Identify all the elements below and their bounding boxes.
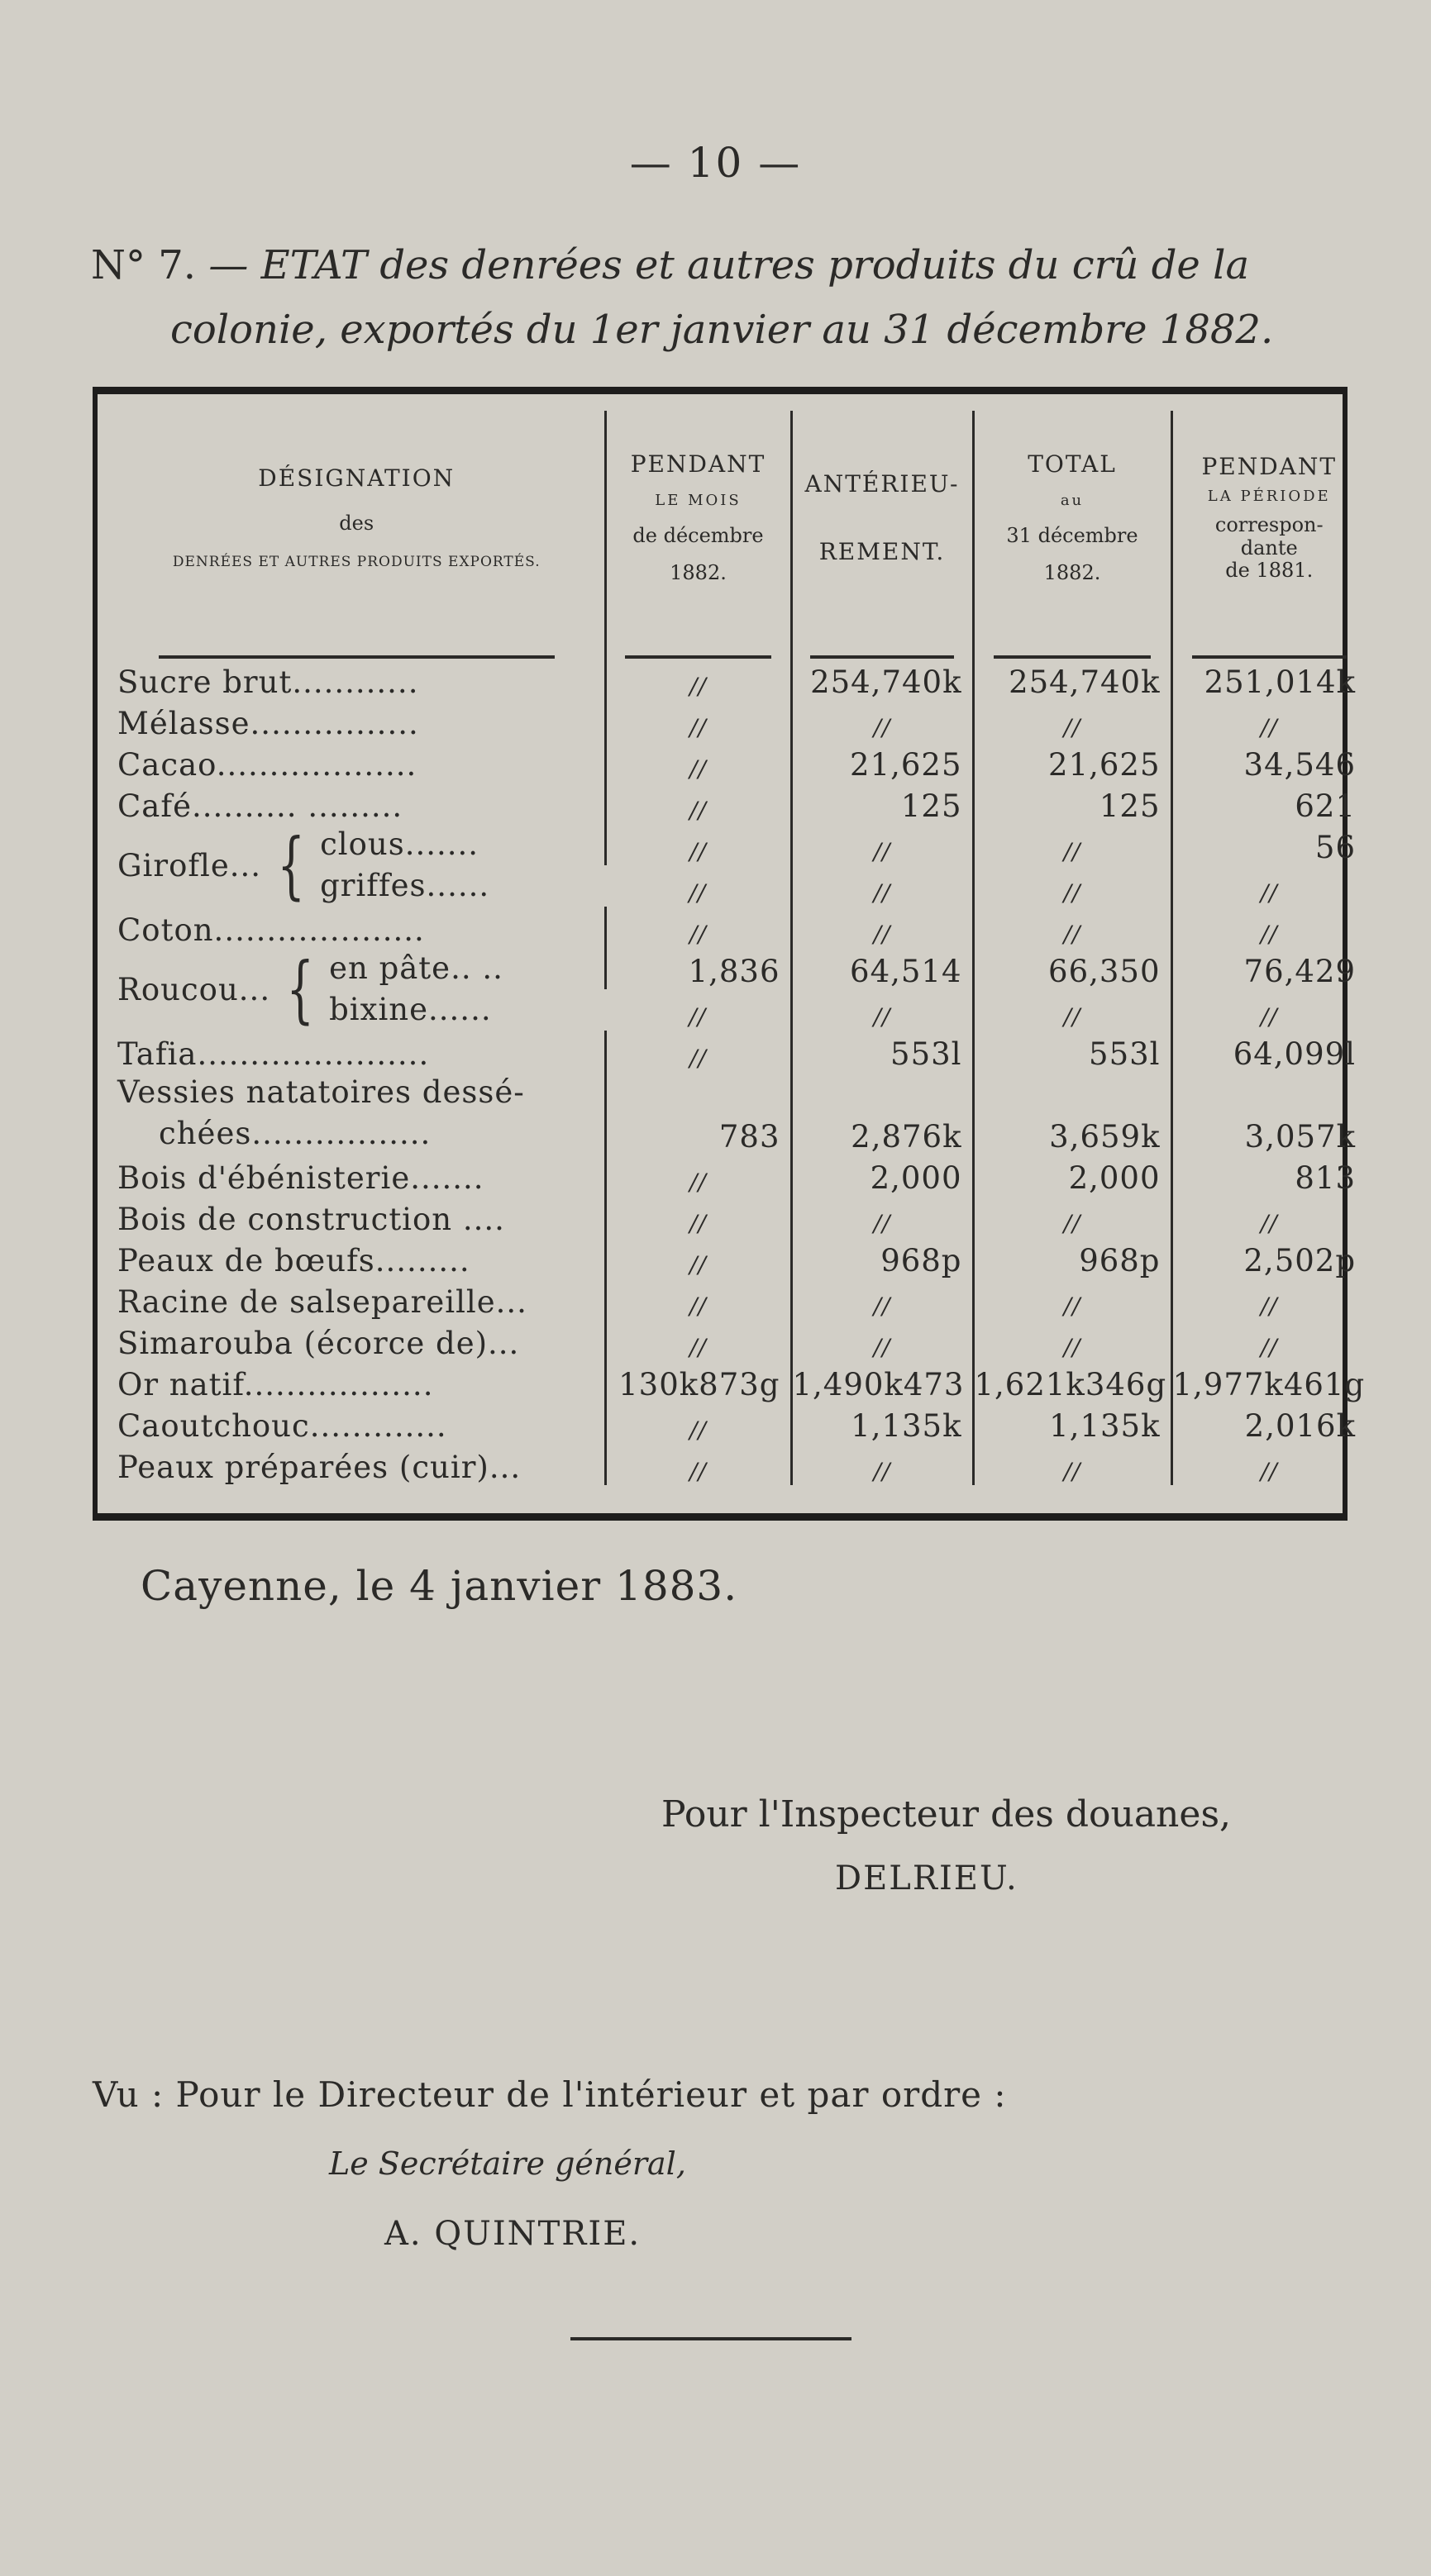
row-label: Peaux de bœufs.........: [117, 1243, 470, 1278]
cell-total: //: [973, 700, 1171, 741]
title-number: N° 7.: [91, 242, 197, 288]
table-row: [109, 1361, 1366, 1402]
cell-before: //: [791, 907, 973, 948]
row-designation: [109, 1320, 605, 1361]
cell-period: 3,057k: [1171, 1072, 1366, 1155]
cell-month: //: [605, 659, 791, 700]
row-label: Tafia......................: [117, 1036, 430, 1072]
row-designation: [109, 824, 605, 907]
row-designation: [109, 1072, 605, 1155]
row-label: Peaux préparées (cuir)...: [117, 1450, 522, 1485]
row-sub-label: en pâte.. ..: [329, 950, 503, 986]
row-label: Simarouba (écorce de)...: [117, 1326, 520, 1361]
header-rule-row: [109, 626, 1366, 659]
cell-total: 553l: [973, 1031, 1171, 1072]
cell-before: //: [791, 1320, 973, 1361]
table-row: [109, 659, 1366, 700]
cell-total: 1,135k: [973, 1402, 1171, 1444]
table-row: [109, 1278, 1366, 1320]
cell-period: 1,977k461g: [1171, 1361, 1366, 1402]
closing-rule: [570, 2337, 851, 2340]
header-period: PENDANT LA PÉRIODE correspon- dante de 1881.: [1171, 411, 1366, 626]
cell-period: 76,429: [1171, 948, 1366, 989]
cell-month: //: [605, 783, 791, 824]
cell-before: //: [791, 1444, 973, 1485]
cell-total: 125: [973, 783, 1171, 824]
cell-before: 64,514: [791, 948, 973, 989]
cell-before: 968p: [791, 1237, 973, 1278]
row-group-label: Girofle...: [117, 847, 262, 883]
row-label: Cacao...................: [117, 747, 417, 783]
cell-total: 968p: [973, 1237, 1171, 1278]
cell-before: 254,740k: [791, 659, 973, 700]
cell-before: 553l: [791, 1031, 973, 1072]
header-before: ANTÉRIEU- REMENT.: [791, 411, 973, 626]
secretary-title: Le Secrétaire général,: [329, 2145, 686, 2182]
cell-before: 125: [791, 783, 973, 824]
table-row: [109, 1402, 1366, 1444]
cell-before: 1,490k473: [791, 1361, 973, 1402]
cell-month: //: [689, 879, 707, 907]
row-designation: [109, 1031, 605, 1072]
row-designation: [109, 1278, 605, 1320]
cell-month: 130k873g: [605, 1361, 791, 1402]
cell-month: //: [689, 1003, 707, 1031]
cell-month: //: [605, 1237, 791, 1278]
cell-month: //: [605, 1444, 791, 1485]
cell-month: //: [605, 1196, 791, 1237]
cell-before: //: [791, 700, 973, 741]
brace-icon: {: [277, 824, 306, 907]
row-label: Bois d'ébénisterie.......: [117, 1160, 484, 1196]
row-designation: [109, 700, 605, 741]
cell-period: 64,099l: [1171, 1031, 1366, 1072]
brace-icon: {: [286, 948, 315, 1031]
vu-line: Vu : Pour le Directeur de l'intérieur et par ordre :: [93, 2074, 1007, 2115]
cell-total: 66,350: [973, 948, 1171, 989]
row-sub-label: bixine......: [329, 992, 492, 1027]
cell-period: 251,014k: [1171, 659, 1366, 700]
cell-month: //: [605, 1402, 791, 1444]
cell-total: //: [973, 989, 1171, 1031]
title-line-1: — ETAT des denrées et autres produits du crû de la: [208, 242, 1250, 288]
secretary-name: A. QUINTRIE.: [384, 2215, 642, 2253]
cell-period: //: [1171, 865, 1366, 907]
cell-total: //: [973, 1320, 1171, 1361]
table-row: [109, 948, 1366, 989]
table-row: [109, 824, 1366, 865]
row-designation: [109, 659, 605, 700]
cell-period: //: [1171, 1196, 1366, 1237]
row-label: Sucre brut............: [117, 664, 419, 700]
row-designation: [109, 1361, 605, 1402]
cell-before: //: [791, 1196, 973, 1237]
cell-period: 621: [1171, 783, 1366, 824]
cell-month: //: [605, 1278, 791, 1320]
row-label: Mélasse................: [117, 706, 419, 741]
signature-name: DELRIEU.: [835, 1859, 1018, 1897]
row-sub-label: clous.......: [320, 826, 479, 862]
cell-month: //: [605, 741, 791, 783]
cell-before: //: [791, 989, 973, 1031]
cell-before: //: [791, 1278, 973, 1320]
row-designation: [109, 1444, 605, 1485]
cell-period: //: [1171, 700, 1366, 741]
cell-before: 21,625: [791, 741, 973, 783]
table-row: [109, 1444, 1366, 1485]
cell-total: //: [973, 865, 1171, 907]
cell-month: //: [605, 1155, 791, 1196]
page-number: — 10 —: [629, 139, 802, 187]
cell-before: 2,000: [791, 1155, 973, 1196]
place-date: Cayenne, le 4 janvier 1883.: [141, 1562, 738, 1610]
table-row: [109, 1237, 1366, 1278]
cell-month: //: [605, 1320, 791, 1361]
cell-month: 1,836: [605, 948, 791, 989]
cell-total: 2,000: [973, 1155, 1171, 1196]
row-designation: [109, 1155, 605, 1196]
cell-before: 1,135k: [791, 1402, 973, 1444]
cell-total: 3,659k: [973, 1072, 1171, 1155]
row-designation: [109, 1237, 605, 1278]
cell-period: //: [1171, 1278, 1366, 1320]
row-group-label: Roucou...: [117, 971, 271, 1007]
row-designation: [109, 741, 605, 783]
row-label: Vessies natatoires dessé-: [117, 1074, 525, 1110]
table-row: [109, 1072, 1366, 1155]
cell-total: //: [973, 824, 1171, 865]
table-row: [109, 783, 1366, 824]
cell-period: 56: [1171, 824, 1366, 865]
cell-month: 783: [605, 1072, 791, 1155]
row-label: Bois de construction ....: [117, 1202, 505, 1237]
cell-month: //: [605, 700, 791, 741]
cell-total: //: [973, 1444, 1171, 1485]
row-designation: [109, 1402, 605, 1444]
cell-total: //: [973, 907, 1171, 948]
table-row: [109, 1155, 1366, 1196]
cell-period: //: [1171, 989, 1366, 1031]
cell-period: 2,502p: [1171, 1237, 1366, 1278]
row-label-continued: chées.................: [159, 1116, 432, 1151]
row-designation: [109, 1196, 605, 1237]
cell-total: //: [973, 1278, 1171, 1320]
cell-total: 21,625: [973, 741, 1171, 783]
cell-period: //: [1171, 1444, 1366, 1485]
row-designation: [109, 948, 605, 1031]
document-title: [91, 233, 1381, 362]
table-row: [109, 741, 1366, 783]
cell-before: //: [791, 865, 973, 907]
table-row: [109, 907, 1366, 948]
cell-total: 1,621k346g: [973, 1361, 1171, 1402]
exports-table-frame: [93, 387, 1366, 1521]
row-label: Racine de salsepareille...: [117, 1284, 527, 1320]
cell-month: //: [605, 824, 791, 865]
cell-period: 813: [1171, 1155, 1366, 1196]
cell-period: //: [1171, 1320, 1366, 1361]
title-line-2: colonie, exportés du 1er janvier au 31 décembre 1882.: [170, 307, 1274, 353]
cell-month: //: [605, 907, 791, 948]
row-label: Coton....................: [117, 912, 425, 948]
exports-table: [109, 411, 1366, 1485]
table-row: [109, 1320, 1366, 1361]
row-designation: [109, 907, 605, 948]
cell-before: //: [791, 824, 973, 865]
signature-line: Pour l'Inspecteur des douanes,: [661, 1793, 1232, 1836]
cell-month: //: [605, 1031, 791, 1072]
table-row: [109, 1031, 1366, 1072]
cell-period: 34,546: [1171, 741, 1366, 783]
row-label: Caoutchouc.............: [117, 1408, 447, 1444]
row-sub-label: griffes......: [320, 868, 490, 903]
table-row: [109, 1196, 1366, 1237]
header-total: TOTAL au 31 décembre 1882.: [973, 411, 1171, 626]
cell-period: //: [1171, 907, 1366, 948]
header-designation: DÉSIGNATION des DENRÉES ET AUTRES PRODUITS EXPORTÉS.: [172, 464, 541, 571]
table-header-row: [109, 411, 1366, 626]
row-label: Or natif..................: [117, 1367, 434, 1402]
header-month: PENDANT LE MOIS de décembre 1882.: [605, 411, 791, 626]
cell-total: //: [973, 1196, 1171, 1237]
table-row: [109, 700, 1366, 741]
cell-before: 2,876k: [791, 1072, 973, 1155]
row-designation: [109, 783, 605, 824]
cell-total: 254,740k: [973, 659, 1171, 700]
row-label: Café.......... .........: [117, 788, 403, 824]
cell-period: 2,016k: [1171, 1402, 1366, 1444]
